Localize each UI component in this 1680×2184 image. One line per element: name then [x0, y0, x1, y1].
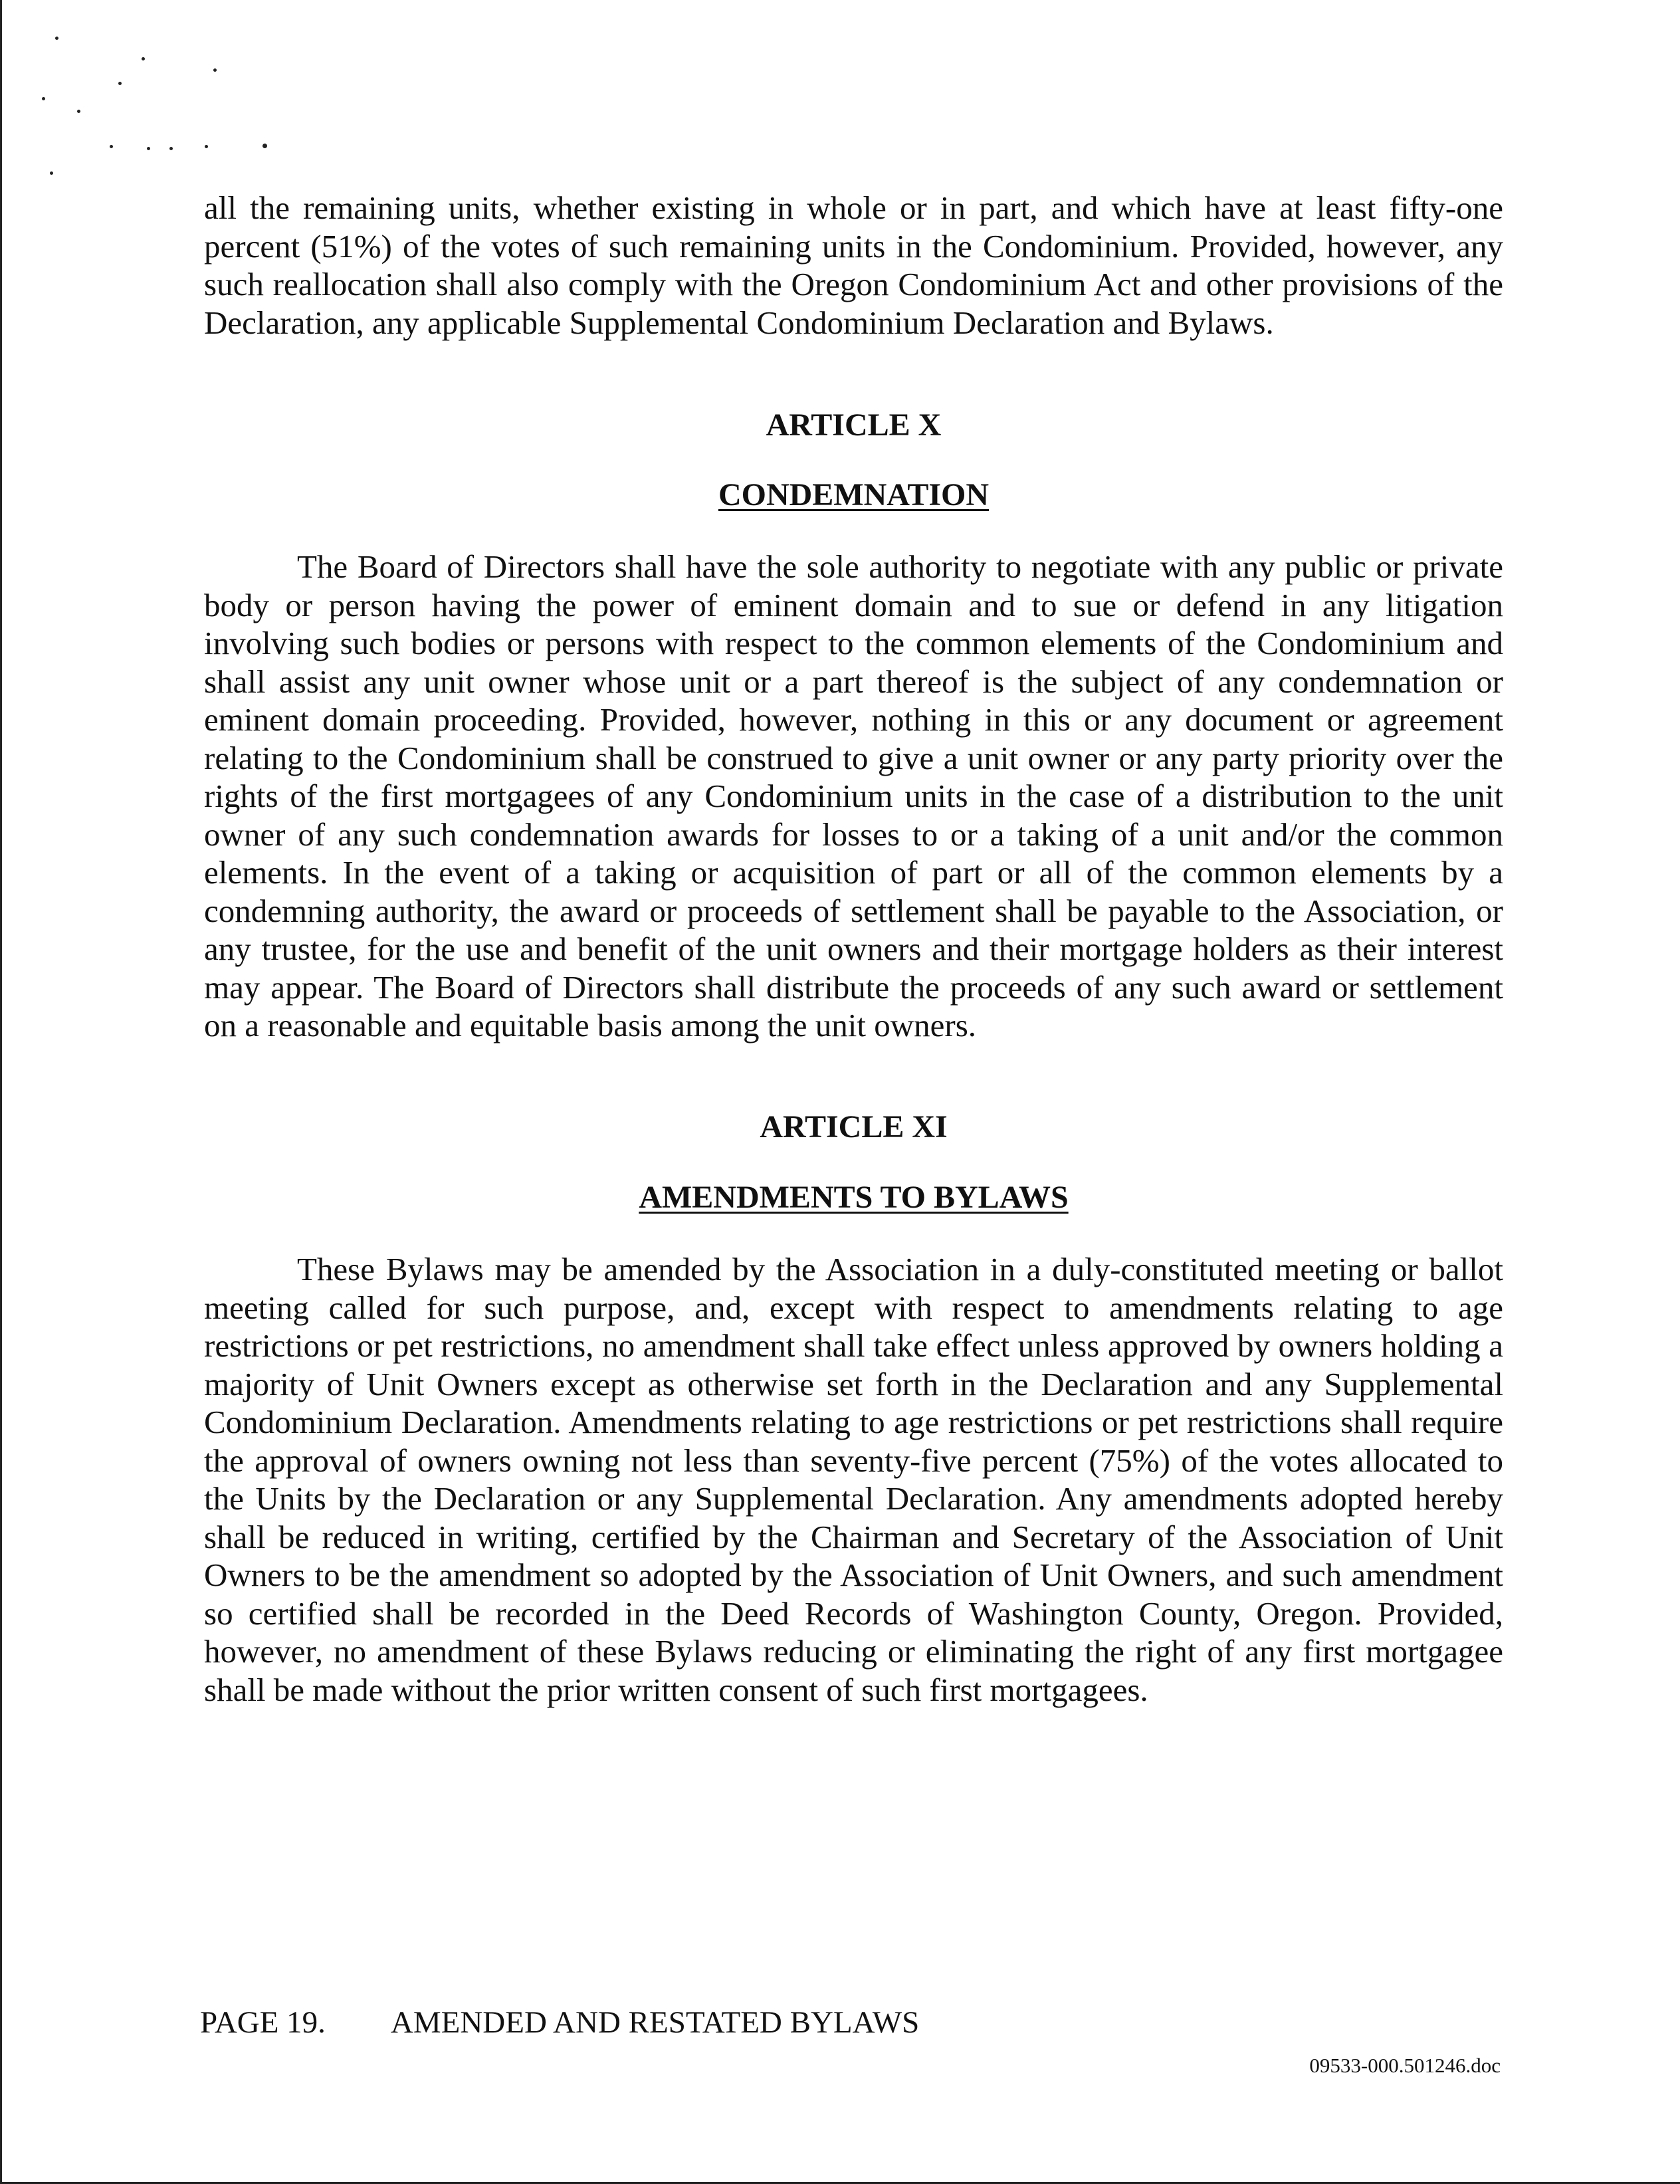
- article-xi-title: [204, 1179, 1503, 1216]
- article-xi-title-text: AMENDMENTS TO BYLAWS: [639, 1180, 1069, 1215]
- article-x-title: [204, 477, 1503, 514]
- document-id: 09533-000.501246.doc: [1309, 2054, 1501, 2077]
- article-xi-body: These Bylaws may be amended by the Association in a duly-constituted meeting or ballot meeting called for such purpose, and, except with respect to amendments relating to age restrictions or pet restrictions, no amendment shall take effect unless approved by owners holding a majority of Unit Owners except as otherwise set forth in the Declaration and any Supplemental Condominium Declaration. Amendments relating to age restrictions or pet restrictions shall require the approval of owners owning not less than seventy-five percent (75%) of the votes allocated to the Units by the Declaration or any Supplemental Declaration. Any amendments adopted hereby shall be reduced in writing, certified by the Chairman and Secretary of the Association of Unit Owners to be the amendment so adopted by the Association of Unit Owners, and such amendment so certified shall be recorded in the Deed Records of Washington County, Oregon. Provided, however, no amendment of these Bylaws reducing or eliminating the right of any first mortgagee shall be made without the prior written consent of such first mortgagees.: [204, 1251, 1503, 1708]
- article-xi-number: ARTICLE XI: [760, 1109, 948, 1145]
- page-footer: [200, 2004, 919, 2041]
- opening-paragraph: all the remaining units, whether existing in whole or in part, and which have at least fifty-one percent (51%) of the votes of such remaining units in the Condominium. Provided, however, any such reallocation shall also comply with the Oregon Condominium Act and other provisions of the Declaration, any applicable Supplemental Condominium Declaration and Bylaws.: [204, 189, 1503, 341]
- document-title: AMENDED AND RESTATED BYLAWS: [390, 2005, 920, 2040]
- article-x-number: ARTICLE X: [766, 407, 942, 443]
- article-x-body: The Board of Directors shall have the sole authority to negotiate with any public or private body or person having the power of eminent domain and to sue or defend in any litigation involving such bodies or persons with respect to the common elements of the Condominium and shall assist any unit owner whose unit or a part thereof is the subject of any condemnation or eminent domain proceeding. Provided, however, nothing in this or any document or agreement relating to the Condominium shall be construed to give a unit owner or any party priority over the rights of the first mortgagees of any Condominium units in the case of a distribution to the unit owner of any such condemnation awards for losses to or a taking of a unit and/or the common elements. In the event of a taking or acquisition of part or all of the common elements by a condemning authority, the award or proceeds of settlement shall be payable to the Association, or any trustee, for the use and benefit of the unit owners and their mortgage holders as their interest may appear. The Board of Directors shall distribute the proceeds of any such award or settlement on a reasonable and equitable basis among the unit owners.: [204, 548, 1503, 1043]
- article-x-title-text: CONDEMNATION: [718, 477, 990, 512]
- page-number: PAGE 19.: [200, 2005, 326, 2040]
